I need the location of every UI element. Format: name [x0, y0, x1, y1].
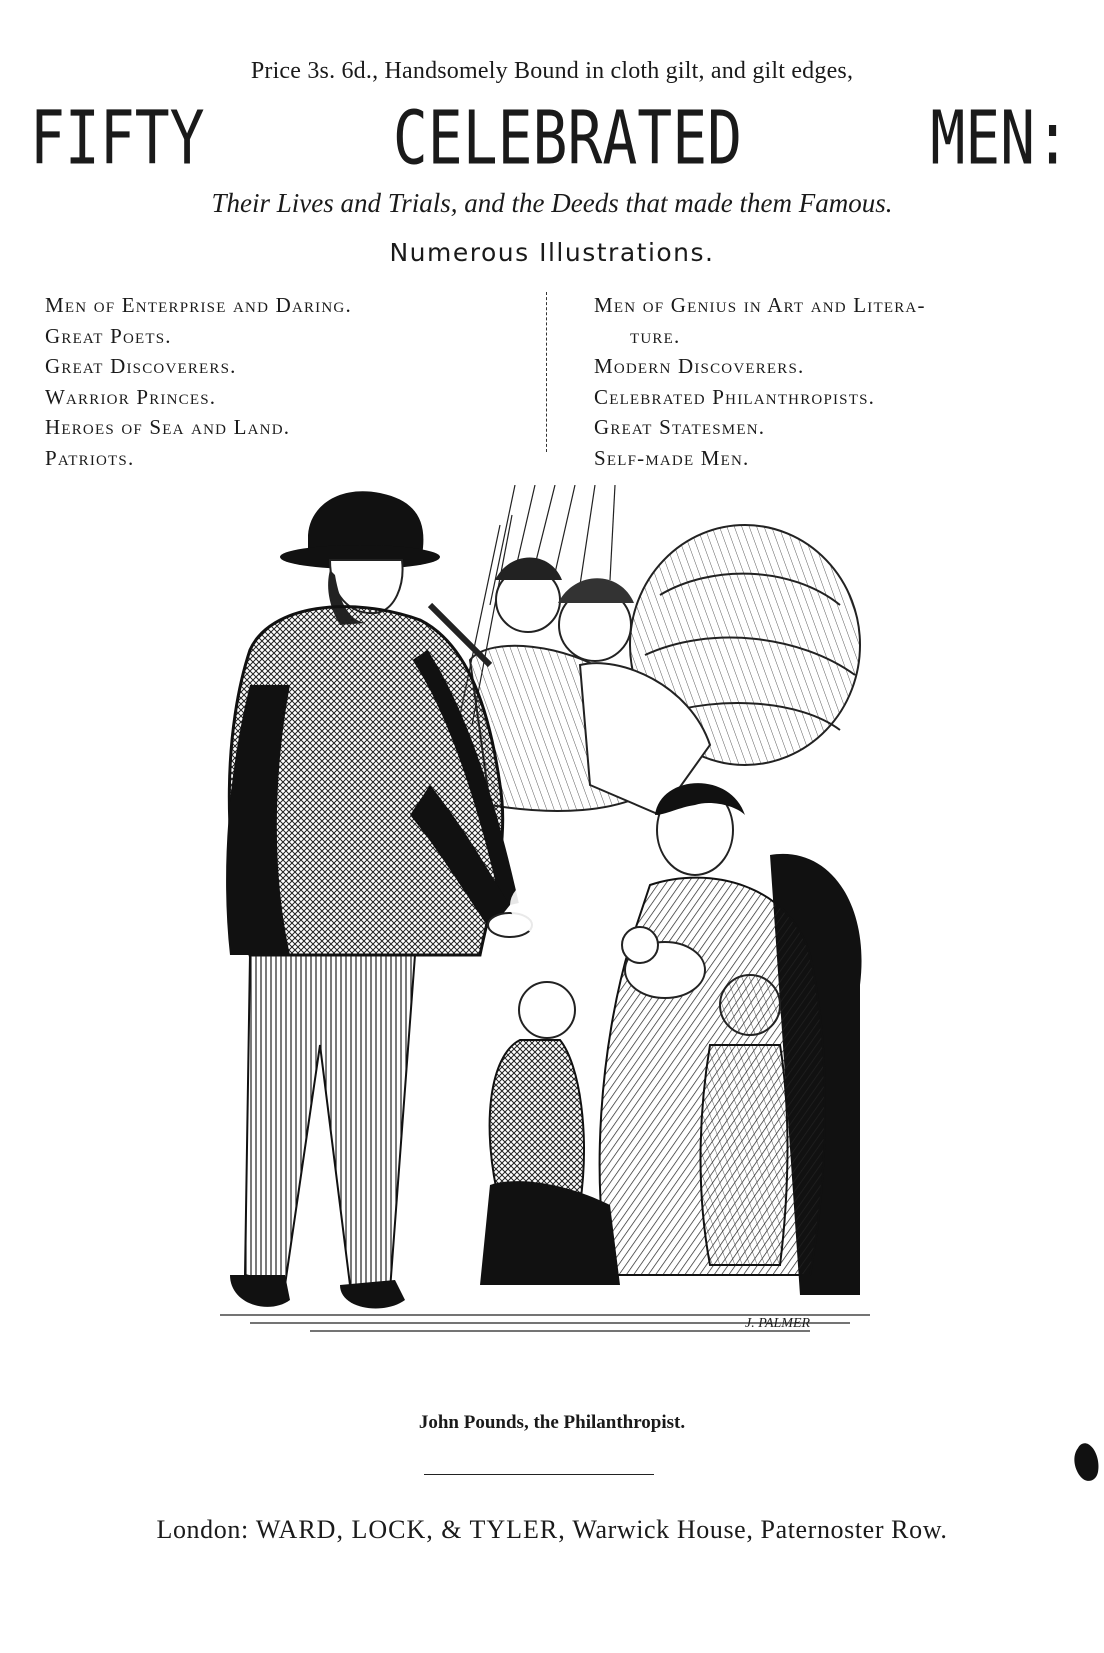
contents-item: Modern Discoverers.: [594, 354, 805, 378]
contents-item: Great Discoverers.: [45, 354, 237, 378]
contents-item: Celebrated Philanthropists.: [594, 384, 876, 409]
publisher-name: WARD, LOCK, & TYLER,: [255, 1515, 566, 1544]
contents-item: Self-made Men.: [594, 445, 750, 470]
illustration-caption: John Pounds, the Philanthropist.: [418, 1412, 686, 1433]
price-line: Price 3s. 6d., Handsomely Bound in cloth gilt, and gilt edges,: [250, 58, 854, 84]
contents-item: Warrior Princes.: [45, 384, 217, 409]
contents-item: Great Poets.: [45, 323, 172, 348]
horizontal-rule: [424, 1474, 654, 1475]
artist-signature: J. PALMER: [745, 1316, 811, 1331]
woman-and-children-figures: [480, 783, 862, 1295]
contents-item: Patriots.: [45, 445, 135, 470]
contents-left-column: [45, 290, 545, 473]
contents-right-column: [594, 290, 1064, 473]
book-subtitle: Their Lives and Trials, and the Deeds that made them Famous.: [211, 188, 893, 218]
publisher-imprint: [0, 1515, 1104, 1545]
title-word-1: FIFTY: [30, 94, 205, 182]
contents-item: Heroes of Sea and Land.: [45, 415, 291, 439]
column-divider: [546, 292, 547, 452]
contents-item: Great Statesmen.: [594, 415, 766, 439]
contents-item-continuation: ture.: [630, 323, 681, 348]
contents-item: Men of Genius in Art and Litera-: [594, 293, 926, 317]
illustrations-note: Numerous Illustrations.: [389, 238, 715, 267]
contents-item: Men of Enterprise and Daring.: [45, 293, 352, 317]
ink-blot-mark: [1070, 1438, 1100, 1488]
book-title: [30, 87, 1070, 189]
title-word-3: MEN:: [930, 94, 1070, 182]
title-word-2: CELEBRATED: [392, 94, 743, 182]
publisher-prefix: London:: [156, 1515, 249, 1544]
publisher-address: Warwick House, Paternoster Row.: [572, 1515, 948, 1544]
john-pounds-figure: [226, 491, 532, 1308]
engraving-illustration: [190, 485, 905, 1395]
